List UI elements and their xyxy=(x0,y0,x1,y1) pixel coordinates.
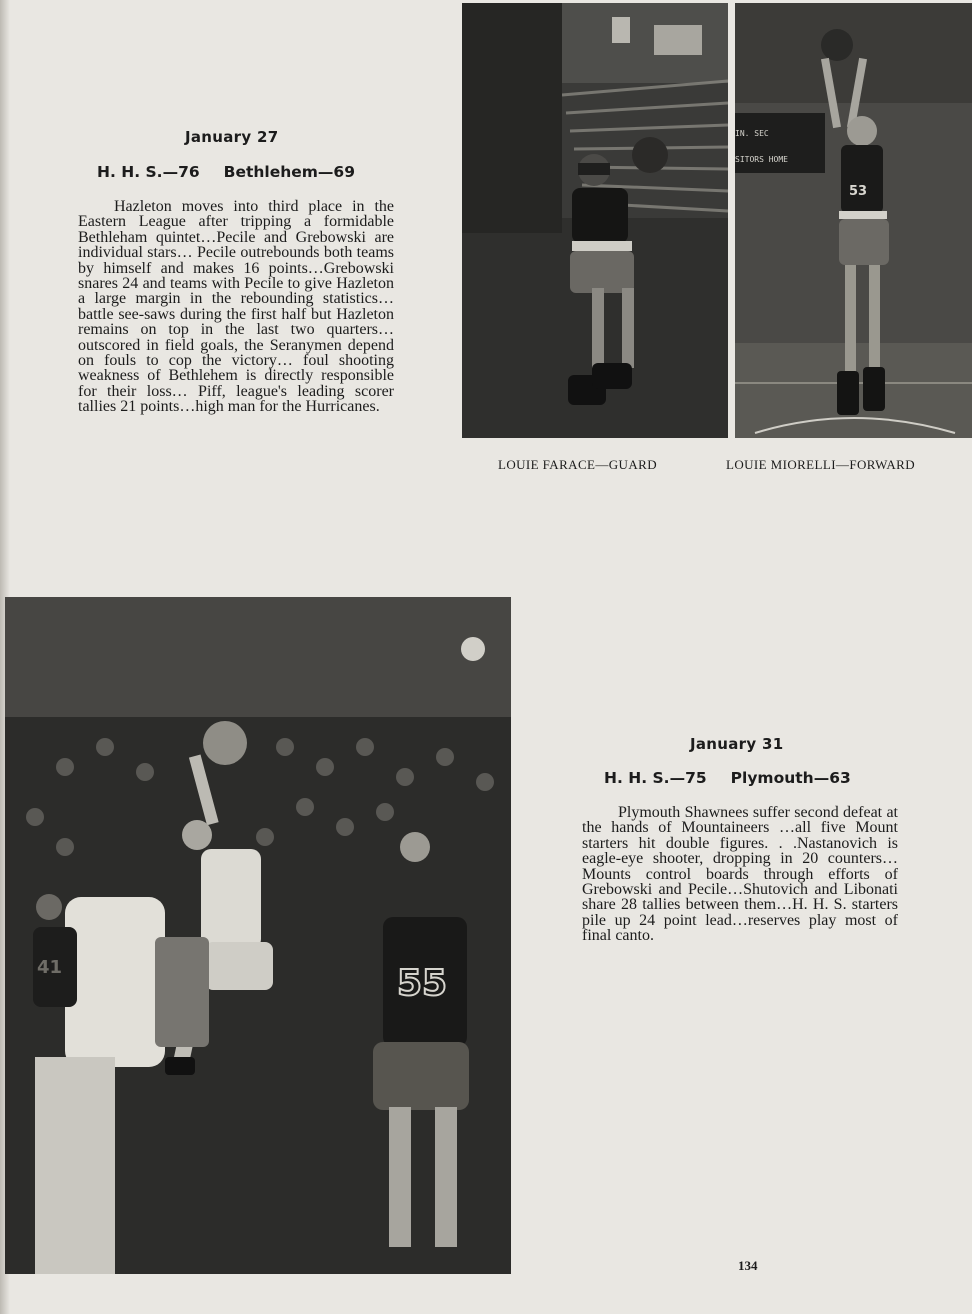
game-1-opponent-score: Bethlehem—69 xyxy=(223,163,356,181)
game-2-home-score: H. H. S.—75 xyxy=(604,769,707,787)
game-2-opponent-score: Plymouth—63 xyxy=(730,769,851,787)
jersey-number-41: 41 xyxy=(37,957,63,978)
scoreboard-line-2: SITORS HOME xyxy=(735,155,788,164)
page-number: 134 xyxy=(738,1258,758,1273)
jersey-number-55: 55 xyxy=(397,963,448,1004)
game-1-summary: Hazleton moves into third place in the Eastern League after tripping a formidable Bethleham quintet…Pecile and Grebowski are individual stars… Pecile outrebounds both teams by himself and makes 16 points…Grebowski snares 24 and teams with Pecile to give Hazleton a large margin in the rebounding statistics…battle see-saws during the first half but Hazleton remains on top in the last two quarters…outscored in field goals, the Seranymen depend on fouls to cop the victory… foul shooting weakness of Bethlehem is directly responsible for their loss… Piff, league's leading scorer tallies 21 points…high man for the Hurricanes. xyxy=(78,198,394,416)
game-2-summary: Plymouth Shawnees suffer second defeat at the hands of Mountaineers …all five Mount starters hit double figures. . .Nastanovich is eagle-eye shooter, dropping in 20 counters… Mounts control boards through efforts of Grebowski and Pecile…Shutovich and Libonati share 28 tallies between them…H. H. S. starters pile up 24 point lead…reserves play most of final canto. xyxy=(582,804,898,945)
game-1-score xyxy=(97,163,355,181)
game-2-score xyxy=(604,769,851,787)
photo-miorelli xyxy=(735,3,972,438)
game-2-date: January 31 xyxy=(690,735,784,753)
photo-game-action xyxy=(5,597,511,1274)
miorelli-jersey-number: 53 xyxy=(849,184,868,199)
game-1-home-score: H. H. S.—76 xyxy=(97,163,200,181)
scoreboard-line-1: IN. SEC xyxy=(735,129,769,138)
caption-miorelli: LOUIE MIORELLI—FORWARD xyxy=(726,457,915,472)
caption-farace: LOUIE FARACE—GUARD xyxy=(498,457,657,472)
scoreboard xyxy=(735,121,815,173)
photo-farace xyxy=(462,3,728,438)
game-1-date: January 27 xyxy=(185,128,279,146)
